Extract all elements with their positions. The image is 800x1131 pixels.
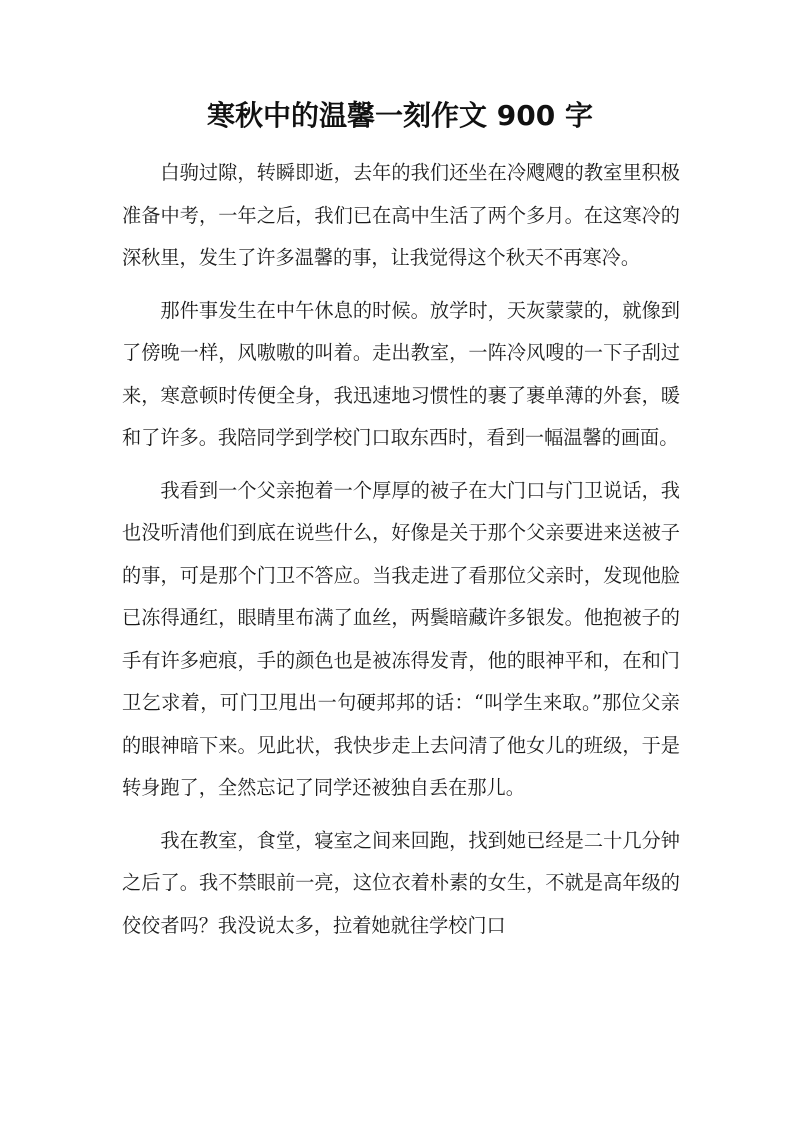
paragraph: 我在教室，食堂，寝室之间来回跑，找到她已经是二十几分钟之后了。我不禁眼前一亮，这位衣着朴素的女生，不就是高年级的佼佼者吗？我没说太多，拉着她就往学校门口 bbox=[122, 828, 680, 937]
paragraph: 我看到一个父亲抱着一个厚厚的被子在大门口与门卫说话，我也没听清他们到底在说些什么，好像是关于那个父亲要进来送被子的事，可是那个门卫不答应。当我走进了看那位父亲时，发现他脸已冻得通红，眼睛里布满了血丝，两鬓暗藏许多银发。他抱被子的手有许多疤痕，手的颜色也是被冻得发青，他的眼神平和，在和门卫乞求着，可门卫甩出一句硬邦邦的话：“叫学生来取。”那位父亲的眼神暗下来。见此状，我快步走上去问清了他女儿的班级，于是转身跑了，全然忘记了同学还被独自丢在那儿。 bbox=[122, 478, 680, 799]
document-title: 寒秋中的温馨一刻作文 900 字 bbox=[207, 99, 593, 132]
paragraph: 白驹过隙，转瞬即逝，去年的我们还坐在冷飕飕的教室里积极准备中考，一年之后，我们已在高中生活了两个多月。在这寒冷的深秋里，发生了许多温馨的事，让我觉得这个秋天不再寒冷。 bbox=[122, 161, 680, 269]
document-body bbox=[122, 152, 680, 957]
paragraph: 那件事发生在中午休息的时候。放学时，天灰蒙蒙的，就像到了傍晚一样，风嗷嗷的叫着。走出教室，一阵冷风嗖的一下子刮过来，寒意顿时传便全身，我迅速地习惯性的裹了裹单薄的外套，暖和了许多。我陪同学到学校门口取东西时，看到一幅温馨的画面。 bbox=[122, 298, 680, 449]
